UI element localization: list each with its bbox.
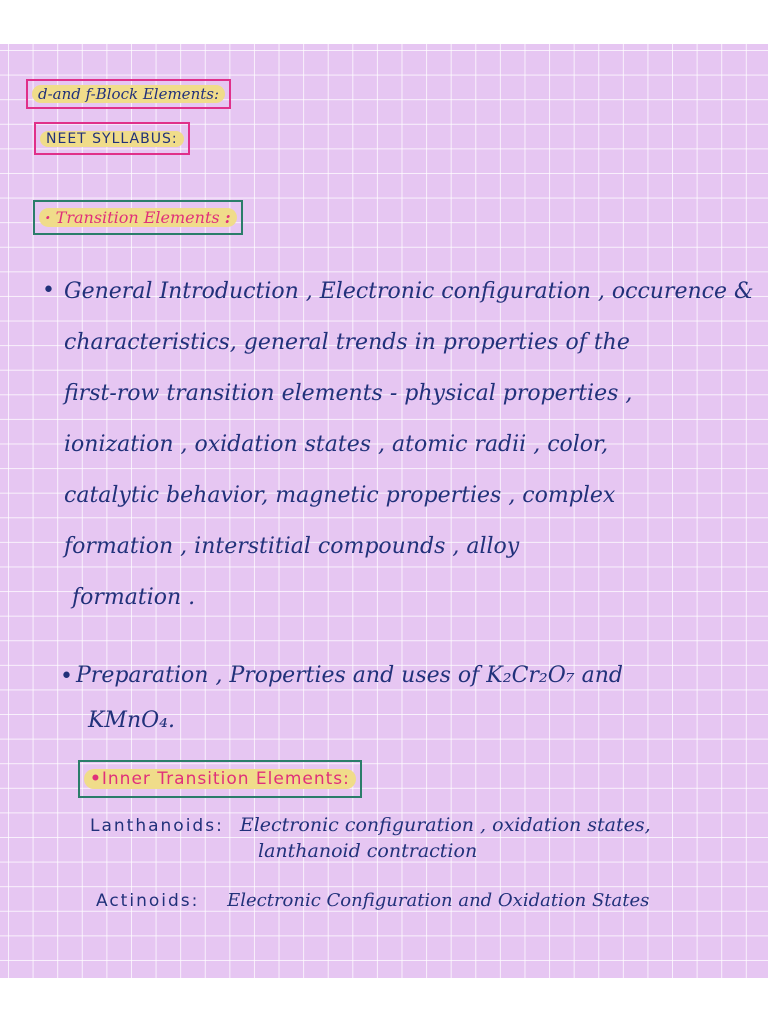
bullet1-line: catalytic behavior, magnetic properties , complex	[64, 483, 616, 508]
bullet1-line: General Introduction , Electronic configuration , occurence &	[64, 279, 754, 304]
inner-transition-heading-text: Inner Transition Elements:	[101, 769, 350, 789]
actinoids-label: Actinoids:	[96, 891, 200, 911]
page-title	[26, 79, 231, 109]
bullet1-line: first-row transition elements - physical properties ,	[64, 381, 633, 406]
bullet-dot-icon: •	[42, 278, 55, 303]
inner-transition-heading	[78, 760, 362, 798]
bullet1-line: formation .	[72, 585, 196, 610]
bullet1-paragraph	[64, 266, 754, 623]
lanthanoids-label: Lanthanoids:	[90, 816, 224, 836]
syllabus-heading-text: NEET SYLLABUS:	[40, 131, 184, 147]
actinoids-text: Electronic Configuration and Oxidation States	[227, 890, 650, 911]
transition-heading-text: Transition Elements	[55, 208, 220, 227]
bullet1-line: ionization , oxidation states , atomic radii , color,	[64, 432, 609, 457]
bullet2-paragraph	[76, 650, 623, 741]
transition-elements-heading	[33, 200, 243, 235]
heading-colon-icon: :	[224, 208, 231, 227]
heading-bullet-icon: •	[90, 769, 102, 789]
lanthanoids-line: Electronic configuration , oxidation states,	[239, 814, 651, 836]
syllabus-heading	[34, 122, 190, 155]
heading-bullet-icon: ·	[45, 208, 51, 227]
notebook-page	[0, 44, 768, 978]
bullet1-line: characteristics, general trends in properties of the	[64, 330, 630, 355]
bullet1-line: formation , interstitial compounds , alloy	[64, 534, 520, 559]
page-title-text: d-and f-Block Elements:	[32, 85, 225, 103]
transition-heading-highlight	[39, 208, 237, 227]
bullet2-line: Preparation , Properties and uses of K₂Cr₂O₇ and	[76, 663, 623, 688]
lanthanoids-line: lanthanoid contraction	[258, 840, 478, 862]
inner-transition-highlight	[84, 769, 356, 789]
bullet-dot-icon: •	[60, 664, 73, 689]
lanthanoids-row-2	[258, 840, 477, 862]
bullet2-line: KMnO₄.	[88, 708, 175, 733]
lanthanoids-row	[90, 814, 651, 836]
actinoids-row	[96, 890, 649, 911]
